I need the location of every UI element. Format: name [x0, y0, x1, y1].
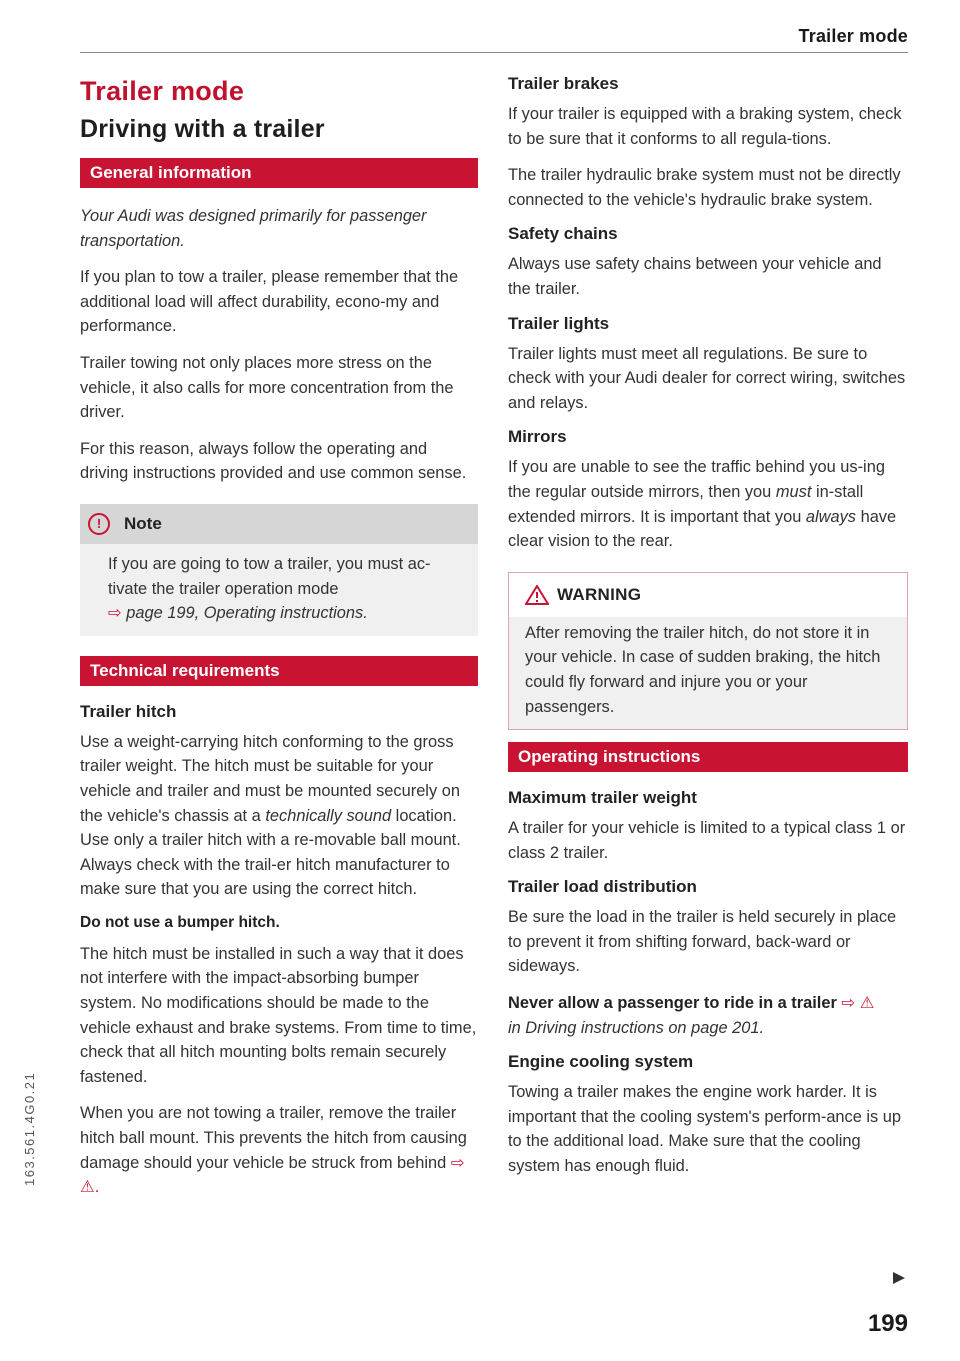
- engine-cooling-system-heading: Engine cooling system: [508, 1052, 694, 1072]
- document-code: 163.561.4G0.21: [22, 1071, 37, 1186]
- trailer-load-distribution-heading: Trailer load distribution: [508, 877, 697, 897]
- emphasis-text: must: [775, 482, 812, 501]
- general-information-heading: General information: [80, 158, 478, 188]
- bold-text: Never allow a passenger to ride in a trailer: [508, 994, 837, 1013]
- text-run: location. Use only a trailer hitch with a re-movable ball mount. Always check with the trail-er hitch manufacturer to make sure that you are using the correct hitch.: [80, 806, 461, 899]
- note-header: [80, 504, 478, 544]
- running-head: Trailer mode: [798, 26, 908, 46]
- left-column: [80, 74, 478, 1212]
- paragraph: If you plan to tow a trailer, please remember that the additional load will affect durability, econo-my and performance.: [80, 268, 459, 336]
- note-body: [80, 544, 478, 636]
- mirrors-paragraph: [508, 455, 908, 553]
- mirrors-heading: Mirrors: [508, 427, 567, 447]
- paragraph: A trailer for your vehicle is limited to a typical class 1 or class 2 trailer.: [508, 819, 906, 862]
- page-number: 199: [867, 1310, 908, 1337]
- note-box: [80, 504, 478, 636]
- paragraph: Be sure the load in the trailer is held securely in place to prevent it from shifting forward, back-ward or sideways.: [508, 908, 897, 976]
- right-column: [508, 74, 908, 1191]
- trailer-lights-heading: Trailer lights: [508, 313, 610, 333]
- paragraph: Trailer towing not only places more stress on the vehicle, it also calls for more concentration from the driver.: [80, 353, 454, 422]
- paragraph: Towing a trailer makes the engine work harder. It is important that the cooling system's perform-ance is up to the additional load. Make sure that the cooling system has enough fluid.: [508, 1083, 902, 1176]
- bumper-hitch-heading: Do not use a bumper hitch.: [80, 913, 280, 931]
- note-reference-link[interactable]: page 199, Operating instructions.: [126, 604, 368, 623]
- section-subtitle: Driving with a trailer: [80, 115, 325, 143]
- note-text: [108, 552, 466, 626]
- note-text-main: If you are going to tow a trailer, you must ac-tivate the trailer operation mode: [108, 554, 431, 598]
- header-rule: [80, 52, 908, 53]
- trailer-brakes-heading: Trailer brakes: [508, 74, 619, 93]
- paragraph: The hitch must be installed in such a way that it does not interfere with the impact-absorbing bumper system. No modifications should be made to the vehicle exhaust and brake systems. From time to time, check that all hitch mounting bolts remain securely fastened.: [80, 944, 477, 1086]
- text-run: in-stall extended mirrors. It is important that you: [508, 482, 864, 526]
- note-title: Note: [124, 513, 162, 533]
- link-arrow-icon: ⇨: [108, 604, 122, 623]
- warning-title: WARNING: [557, 584, 642, 604]
- warning-triangle-icon: [525, 585, 549, 605]
- paragraph: The trailer hydraulic brake system must not be directly connected to the vehicle's hydraulic brake system.: [508, 166, 901, 209]
- warning-box: [508, 572, 908, 730]
- text-run: Use a weight-carrying hitch conforming to the gross trailer weight. The hitch must be suitable for your vehicle and trailer and must be mounted securely on the vehicle's chassis at a: [80, 732, 460, 825]
- technical-requirements-heading: Technical requirements: [80, 656, 478, 686]
- intro-paragraph: Your Audi was designed primarily for passenger transportation.: [80, 207, 427, 250]
- paragraph: For this reason, always follow the operating and driving instructions provided and use common sense.: [80, 439, 467, 483]
- reference-text: in Driving instructions on page 201.: [508, 1018, 765, 1037]
- remove-hitch-paragraph: [80, 1101, 478, 1199]
- section-title: Trailer mode: [80, 76, 245, 106]
- text-run: have clear vision to the rear.: [508, 507, 897, 551]
- trailer-hitch-heading: Trailer hitch: [80, 701, 177, 721]
- text-run: When you are not towing a trailer, remove the trailer hitch ball mount. This prevents the hitch from causing damage should your vehicle be struck from behind: [80, 1104, 467, 1172]
- continue-arrow-icon: [892, 1271, 906, 1285]
- safety-chains-heading: Safety chains: [508, 224, 618, 244]
- emphasis-text: always: [805, 507, 857, 526]
- warning-reference-link[interactable]: ⇨ ⚠: [841, 994, 875, 1013]
- trailer-hitch-paragraph: [80, 730, 478, 902]
- paragraph: Trailer lights must meet all regulations. Be sure to check with your Audi dealer for correct wiring, switches and relays.: [508, 344, 906, 412]
- warning-reference-link[interactable]: ⇨ ⚠.: [80, 1153, 465, 1197]
- operating-instructions-heading: Operating instructions: [508, 742, 908, 772]
- warning-header: [509, 573, 907, 617]
- maximum-trailer-weight-heading: Maximum trailer weight: [508, 788, 697, 808]
- paragraph: Always use safety chains between your vehicle and the trailer.: [508, 255, 882, 298]
- info-circle-icon: !: [88, 513, 110, 535]
- paragraph: If your trailer is equipped with a braking system, check to be sure that it conforms to all regula-tions.: [508, 105, 902, 148]
- warning-body: [509, 617, 907, 729]
- warning-text: After removing the trailer hitch, do not store it in your vehicle. In case of sudden braking, the hitch could fly forward and injure you or your passengers.: [525, 623, 881, 716]
- text-run: If you are unable to see the traffic behind you us-ing the regular outside mirrors, then you: [508, 458, 885, 501]
- passenger-warning-paragraph: [508, 991, 908, 1040]
- emphasis-text: technically sound: [265, 806, 392, 825]
